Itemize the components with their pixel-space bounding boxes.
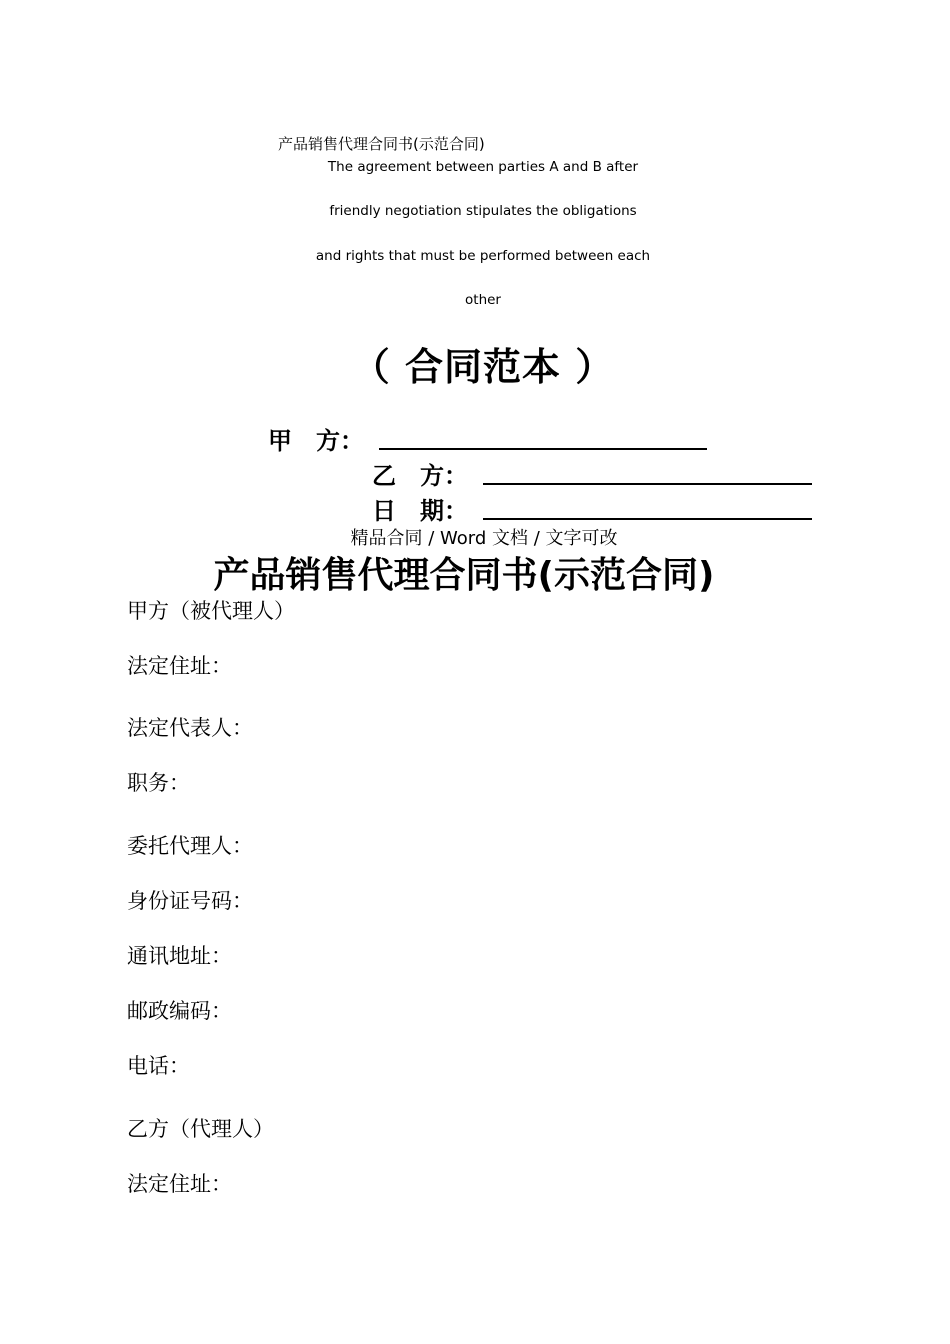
party-a-underline — [379, 448, 707, 450]
cover-subtitle: （ 合同范本 ） — [351, 345, 615, 389]
date-label: 日 期： — [372, 497, 468, 525]
cover-english-line-2: friendly negotiation stipulates the obligations — [329, 203, 637, 219]
field-party-a-address: 法定住址： — [127, 654, 232, 678]
party-b-label: 乙 方： — [372, 462, 468, 490]
party-a-label: 甲 方： — [268, 427, 364, 455]
field-phone: 电话： — [127, 1054, 190, 1078]
document-title: 产品销售代理合同书(示范合同) — [213, 555, 715, 596]
field-postal-code: 邮政编码： — [127, 999, 232, 1023]
date-underline — [483, 518, 812, 520]
field-party-b-address: 法定住址： — [127, 1172, 232, 1196]
cover-english-line-3: and rights that must be performed between each — [315, 248, 651, 264]
field-position: 职务： — [127, 771, 190, 795]
field-id-number: 身份证号码： — [127, 889, 253, 913]
field-authorized-agent: 委托代理人： — [127, 834, 253, 858]
party-b-underline — [483, 483, 812, 485]
field-legal-representative: 法定代表人： — [127, 716, 253, 740]
cover-english-line-4: other — [465, 292, 501, 308]
cover-small-title: 产品销售代理合同书(示范合同) — [278, 135, 485, 153]
field-party-a-heading: 甲方（被代理人） — [127, 599, 295, 623]
cover-english-line-1: The agreement between parties A and B after — [327, 159, 639, 175]
field-party-b-heading: 乙方（代理人） — [127, 1117, 274, 1141]
field-mailing-address: 通讯地址： — [127, 944, 232, 968]
cover-tagline: 精品合同 / Word 文档 / 文字可改 — [350, 528, 618, 549]
